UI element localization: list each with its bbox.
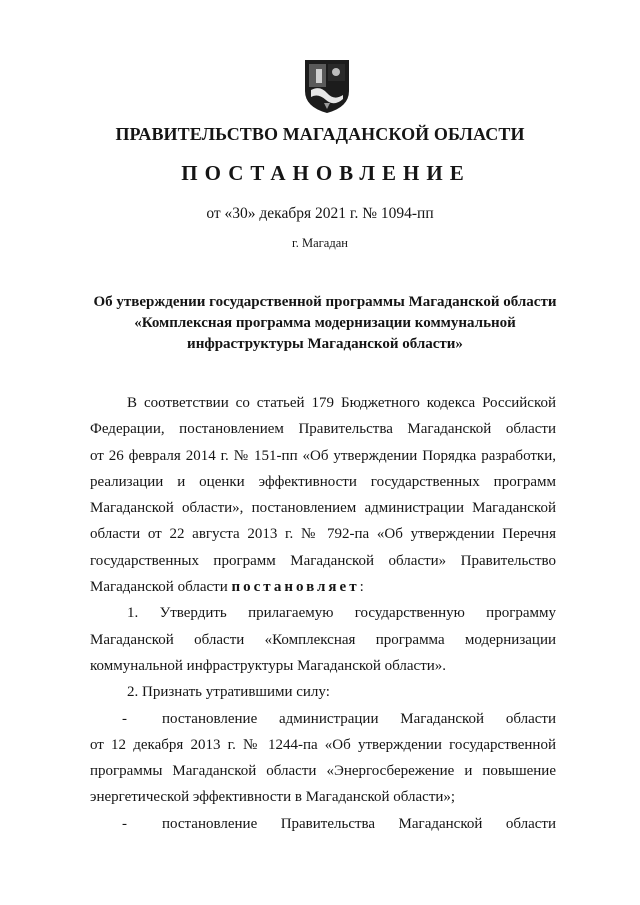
item-1-line: Магаданской области «Комплексная программа модернизации: [90, 631, 556, 648]
decree-suffix: :: [359, 579, 364, 596]
subject-line-3: инфраструктуры Магаданской области»: [187, 336, 463, 352]
preamble-line: В соответствии со статьей 179 Бюджетного кодекса Российской: [127, 395, 556, 411]
preamble-line: государственных программ Магаданской области» Правительство: [90, 552, 556, 569]
city-line: г. Магадан: [292, 236, 348, 250]
coat-of-arms-emblem: [302, 57, 352, 115]
preamble-line: области от 22 августа 2013 г. № 792-па «Об утверждении Перечня: [90, 526, 556, 543]
sub-item-1-line: программы Магаданской области «Энергосбережение и повышение: [90, 763, 556, 780]
item-2-line: 2. Признать утратившими силу:: [127, 684, 330, 701]
item-1-line: коммунальной инфраструктуры Магаданской области».: [90, 657, 447, 674]
preamble-line: реализации и оценки эффективности государственных программ: [90, 473, 556, 490]
preamble-line: от 26 февраля 2014 г. № 151-пп «Об утверждении Порядка разработки,: [90, 447, 556, 464]
subject-line-2: «Комплексная программа модернизации коммунальной: [134, 315, 516, 331]
sub-item-2-first-line: [90, 811, 556, 837]
decree-word: постановляет: [231, 579, 360, 596]
document-subject: [90, 292, 560, 355]
list-dash: -: [122, 710, 127, 727]
preamble-line: Федерации, постановлением Правительства Магаданской области: [90, 421, 556, 438]
sub-item-line: постановление администрации Магаданской области: [162, 710, 556, 727]
date-number-line: от «30» декабря 2021 г. № 1094-пп: [206, 205, 434, 222]
preamble-line: Магаданской области», постановлением администрации Магаданской: [90, 500, 556, 517]
document-type-title: ПОСТАНОВЛЕНИЕ: [181, 161, 471, 185]
organization-title: ПРАВИТЕЛЬСТВО МАГАДАНСКОЙ ОБЛАСТИ: [115, 124, 525, 144]
sub-item-1-first-line: [90, 706, 556, 732]
sub-item-1-line: от 12 декабря 2013 г. № 1244-па «Об утверждении государственной: [90, 736, 556, 753]
sub-item-line: постановление Правительства Магаданской области: [162, 815, 556, 832]
decree-prefix: Магаданской области: [90, 579, 232, 596]
list-dash: -: [122, 815, 127, 832]
document-body: [90, 390, 556, 837]
subject-line-1: Об утверждении государственной программы Магаданской области: [93, 294, 557, 310]
item-1-line: 1. Утвердить прилагаемую государственную программу: [127, 605, 556, 622]
preamble-decree-line: [90, 574, 556, 600]
sub-item-1-line: энергетической эффективности в Магаданской области»;: [90, 789, 456, 806]
